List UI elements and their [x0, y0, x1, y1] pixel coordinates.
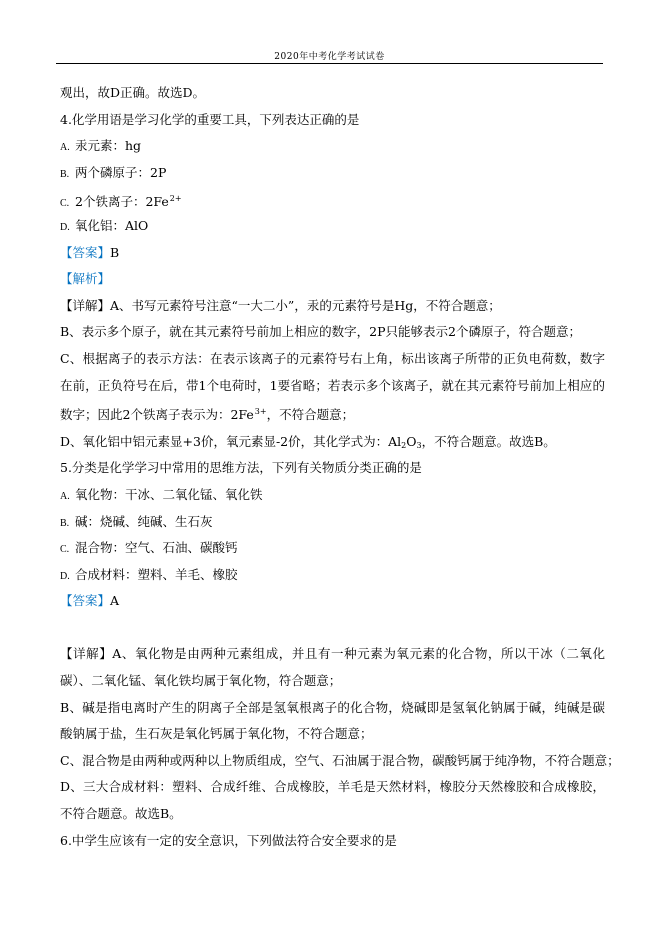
detail-tag: 【详解】: [60, 297, 111, 313]
detail-4b: B、表示多个原子，就在其元素符号前加上相应的数字，2P只能够表示2个磷原子，符合题意；: [60, 324, 582, 340]
option-letter: C.: [60, 544, 70, 556]
option-text: 氧化铝：AlO: [75, 217, 149, 233]
option-text: 氧化物：干冰、二氧化锰、氧化铁: [75, 486, 263, 502]
option-text: 合成材料：塑料、羊毛、橡胶: [75, 566, 238, 582]
answer-5: [60, 588, 605, 615]
option-5c: [60, 535, 605, 562]
text-line: 观出，故D正确。故选D。: [60, 85, 206, 100]
detail-4c: [60, 346, 605, 429]
option-letter: C.: [60, 198, 70, 210]
detail-5b: B、碱是指电离时产生的阴离子全部是氢氧根离子的化合物，烧碱即是氢氧化钠属于碱，纯碱是碳酸钠属于盐，生石灰是氧化钙属于氧化物，不符合题意；: [60, 699, 605, 742]
subscript: 3: [416, 440, 422, 450]
page-header: 2020年中考化学考试试卷: [274, 52, 385, 62]
option-letter: A.: [60, 490, 70, 502]
superscript: 3+: [254, 407, 267, 417]
detail-5d: D、三大合成材料：塑料、合成纤维、合成橡胶，羊毛是天然材料，橡胶分天然橡胶和合成橡胶，不符合题意。故选B。: [60, 779, 605, 822]
answer-value: A: [110, 593, 120, 609]
question-6: 6.中学生应该有一定的安全意识，下列做法符合安全要求的是: [60, 832, 397, 848]
option-text: 2个铁离子：2Fe: [75, 194, 169, 210]
detail-5a: [60, 641, 605, 694]
option-letter: B.: [60, 517, 70, 529]
option-4c: [60, 186, 605, 213]
analysis-tag: 【解析】: [60, 271, 111, 287]
option-5a: [60, 482, 605, 509]
detail-text: ，不符合题意。故选B。: [421, 433, 556, 449]
analysis-5-spacer: [60, 615, 605, 642]
question-5: 5.分类是化学学习中常用的思维方法，下列有关物质分类正确的是: [60, 460, 422, 476]
header-divider: [56, 63, 603, 64]
question-4: 4.化学用语是学习化学的重要工具，下列表达正确的是: [60, 111, 360, 127]
answer-tag: 【答案】: [60, 244, 111, 260]
option-5b: [60, 509, 605, 536]
document-body: [60, 80, 620, 854]
option-text: 碱：烧碱、纯碱、生石灰: [75, 513, 213, 529]
answer-value: B: [110, 244, 120, 260]
option-letter: A.: [60, 142, 70, 154]
detail-5c: C、混合物是由两种或两种以上物质组成，空气、石油属于混合物，碳酸钙属于纯净物，不符合题意；: [60, 752, 620, 768]
answer-tag: 【答案】: [60, 593, 111, 609]
detail-text: O: [406, 433, 417, 449]
superscript: 2+: [169, 194, 182, 204]
option-letter: B.: [60, 168, 70, 180]
option-4b: [60, 160, 605, 187]
option-letter: D.: [60, 221, 70, 233]
detail-tag: 【详解】: [60, 646, 113, 662]
detail-text: ，不符合题意；: [266, 407, 355, 423]
detail-text: D、氧化铝中铝元素显+3价，氧元素显-2价，其化学式为：Al: [60, 433, 402, 449]
detail-text: C、根据离子的表示方法：在表示该离子的元素符号右上角，标出该离子所带的正负电荷数，数字在前，正负符号在后，带1个电荷时，1要省略；若表示多个该离子，就在其元素符号前加上相应的数字；因此2个铁离子表示为：2Fe: [60, 350, 605, 423]
option-5d: [60, 562, 605, 589]
option-text: 混合物：空气、石油、碳酸钙: [75, 540, 238, 556]
option-text: 汞元素：hg: [75, 138, 142, 154]
detail-4d: [60, 429, 605, 456]
option-text: 两个磷原子：2P: [75, 164, 167, 180]
option-4a: [60, 133, 605, 160]
detail-4a: [60, 293, 605, 320]
detail-text: A、书写元素符号注意“一大二小”，汞的元素符号是Hg，不符合题意；: [110, 297, 501, 313]
analysis-4: [60, 266, 605, 293]
option-letter: D.: [60, 570, 70, 582]
subscript: 2: [401, 440, 407, 450]
answer-4: [60, 240, 605, 267]
option-4d: [60, 213, 605, 240]
detail-text: A、氧化物是由两种元素组成，并且有一种元素为氧元素的化合物，所以干冰（二氧化碳）、二氧化锰、氧化铁均属于氧化物，符合题意；: [60, 646, 605, 689]
